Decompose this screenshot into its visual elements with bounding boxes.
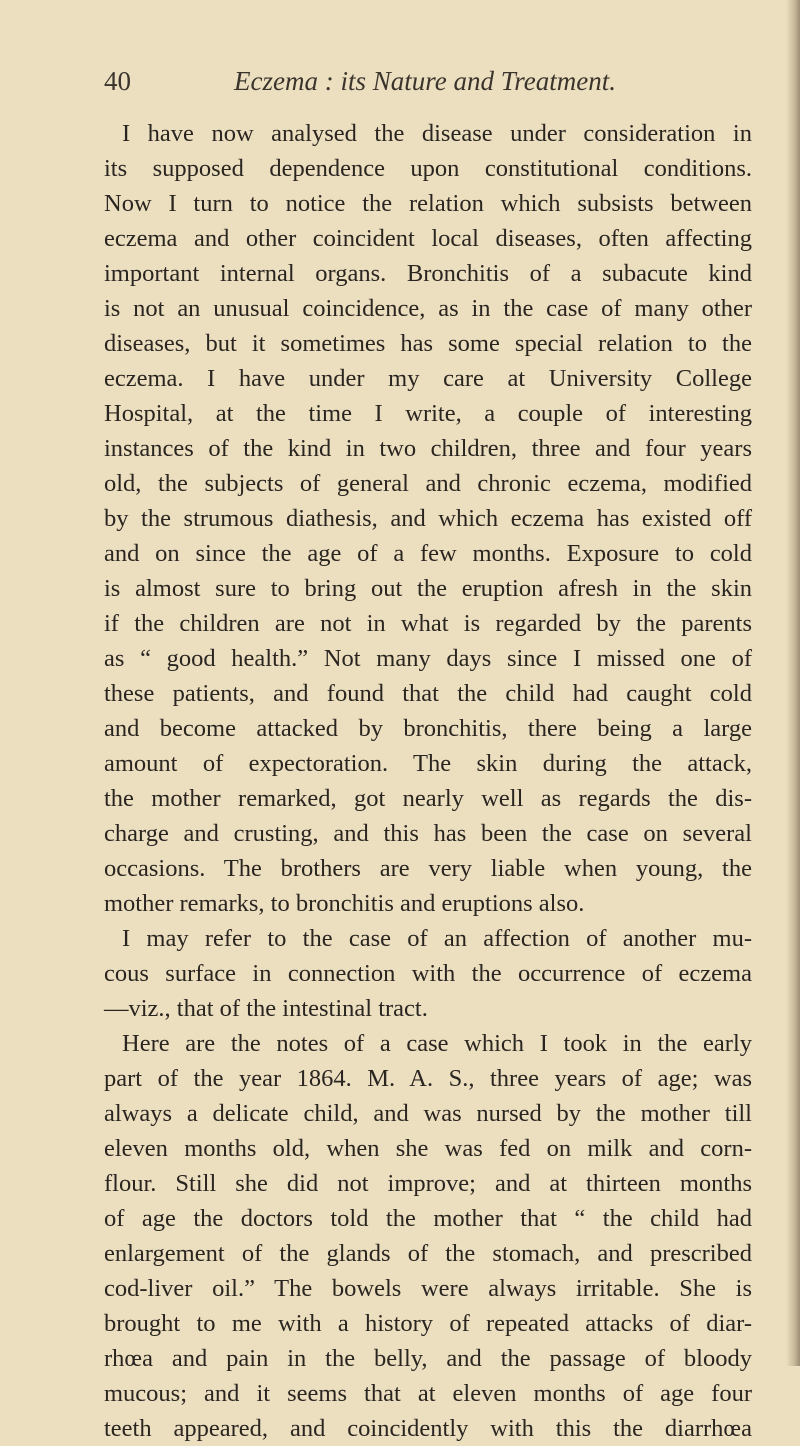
running-title: Eczema : its Nature and Treatment. xyxy=(234,66,616,96)
text-line: eczema and other coincident local diseases, often affecting xyxy=(104,225,752,252)
text-line: diseases, but it sometimes has some special relation to the xyxy=(104,330,752,357)
text-line: its supposed dependence upon constitutional conditions. xyxy=(104,155,752,182)
text-line: the mother remarked, got nearly well as regards the dis- xyxy=(104,785,752,812)
text-line: always a delicate child, and was nursed by the mother till xyxy=(104,1100,752,1127)
text-line: and become attacked by bronchitis, there being a large xyxy=(104,715,752,742)
text-line: if the children are not in what is regarded by the parents xyxy=(104,610,752,637)
text-line: eleven months old, when she was fed on milk and corn- xyxy=(104,1135,752,1162)
text-line: these patients, and found that the child had caught cold xyxy=(104,680,752,707)
text-line: I have now analysed the disease under consideration in xyxy=(122,120,752,147)
text-line: rhœa and pain in the belly, and the passage of bloody xyxy=(104,1345,752,1372)
text-line: mucous; and it seems that at eleven months of age four xyxy=(104,1380,752,1407)
text-line: old, the subjects of general and chronic eczema, modified xyxy=(104,470,752,497)
body-text xyxy=(104,116,752,1446)
text-line: —viz., that of the intestinal tract. xyxy=(104,995,428,1022)
text-line: amount of expectoration. The skin during the attack, xyxy=(104,750,752,777)
text-line: brought to me with a history of repeated attacks of diar- xyxy=(104,1310,752,1337)
text-line: occasions. The brothers are very liable when young, the xyxy=(104,855,752,882)
text-line: Here are the notes of a case which I took in the early xyxy=(122,1030,752,1057)
text-line: instances of the kind in two children, three and four years xyxy=(104,435,752,462)
text-line: eczema. I have under my care at University College xyxy=(104,365,752,392)
text-line: Hospital, at the time I write, a couple of interesting xyxy=(104,400,752,427)
page-edge-shadow xyxy=(786,0,800,1366)
text-line: important internal organs. Bronchitis of a subacute kind xyxy=(104,260,752,287)
text-line: and on since the age of a few months. Exposure to cold xyxy=(104,540,752,567)
text-line: Now I turn to notice the relation which subsists between xyxy=(104,190,752,217)
text-line: teeth appeared, and coincidently with this the diarrhœa xyxy=(104,1415,752,1442)
text-line: flour. Still she did not improve; and at thirteen months xyxy=(104,1170,752,1197)
text-line: is not an unusual coincidence, as in the case of many other xyxy=(104,295,752,322)
text-line: charge and crusting, and this has been the case on several xyxy=(104,820,752,847)
text-line: as “ good health.” Not many days since I missed one of xyxy=(104,645,752,672)
text-line: part of the year 1864. M. A. S., three years of age; was xyxy=(104,1065,752,1092)
text-line: is almost sure to bring out the eruption afresh in the skin xyxy=(104,575,752,602)
running-head xyxy=(104,60,754,100)
text-line: I may refer to the case of an affection of another mu- xyxy=(122,925,752,952)
page-number: 40 xyxy=(104,66,131,96)
text-line: mother remarks, to bronchitis and eruptions also. xyxy=(104,890,585,917)
text-line: cod-liver oil.” The bowels were always irritable. She is xyxy=(104,1275,752,1302)
text-line: cous surface in connection with the occurrence of eczema xyxy=(104,960,752,987)
text-line: enlargement of the glands of the stomach, and prescribed xyxy=(104,1240,752,1267)
text-line: by the strumous diathesis, and which eczema has existed off xyxy=(104,505,752,532)
text-line: of age the doctors told the mother that “ the child had xyxy=(104,1205,752,1232)
